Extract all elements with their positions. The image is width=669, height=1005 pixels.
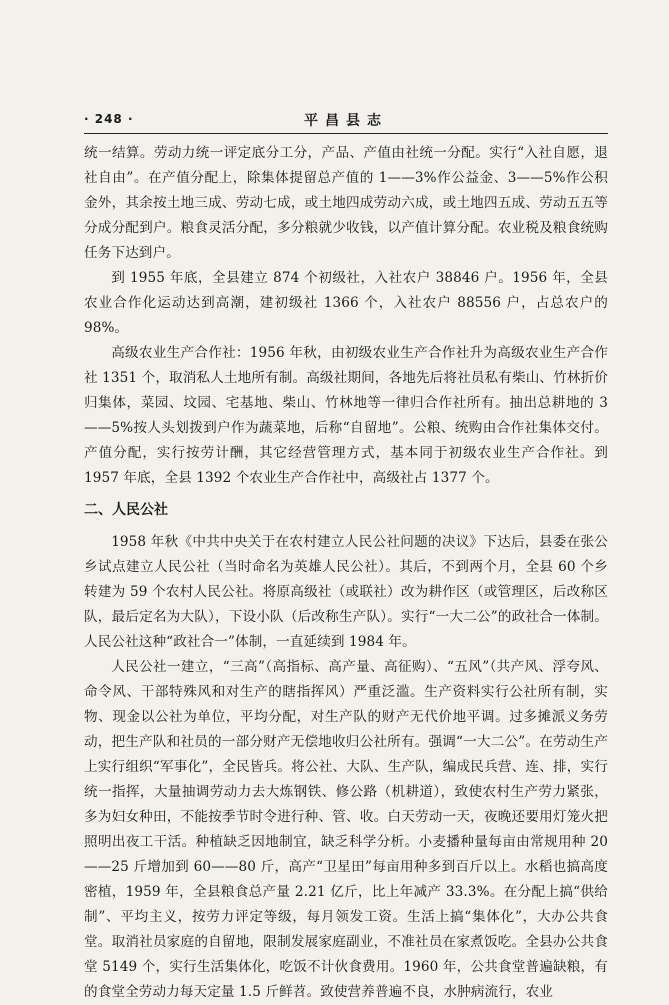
paragraph-settlement: 统一结算。劳动力统一评定底分工分，产品、产值由社统一分配。实行“入社自愿，退社自由”。在产值分配上，除集体提留总产值的 1——3%作公益金、3——5%作公积金外，其余按土地三成、劳动七成，或土地四成劳动六成，或土地四五成、劳动五五等分成分配到户。粮食灵活分配，多分粮就少收钱，以产值计算分配。农业税及粮食统购任务下达到户。 <box>84 145 608 261</box>
page-number: · 248 · <box>84 112 134 126</box>
book-title: 平昌县志 <box>304 113 388 129</box>
header-divider <box>84 133 608 134</box>
section-gap <box>84 491 608 498</box>
page-body <box>84 141 608 1005</box>
page-header <box>84 108 608 130</box>
section-heading-peoples-commune: 二、人民公社 <box>84 502 168 518</box>
section-gap <box>84 523 608 530</box>
paragraph-1955-stats: 到 1955 年底，全县建立 874 个初级社，入社农户 38846 户。1956 年，全县农业合作化运动达到高潮，建初级社 1366 个，入社农户 88556 户，占总农户的 98%。 <box>84 270 608 336</box>
paragraph-commune-founding: 1958 年秋《中共中央关于在农村建立人民公社问题的决议》下达后，县委在张公乡试点建立人民公社（当时命名为英雄人民公社）。其后，不到两个月，全县 60 个乡转建为 59 个农村人民公社。将原高级社（或联社）改为耕作区（或管理区，后改称区队，最后定名为大队），下设小队（后改称生产队）。实行“一大二公”的政社合一体制。人民公社这种“政社合一”体制，一直延续到 1984 年。 <box>84 534 608 650</box>
paragraph-advanced-cooperatives: 高级农业生产合作社：1956 年秋，由初级农业生产合作社升为高级农业生产合作社 1351 个，取消私人土地所有制。高级社期间，各地先后将社员私有柴山、竹林折价归集体，菜园、坟园、宅基地、柴山、竹林地等一律归合作社所有。抽出总耕地的 3——5%按人头划拨到户作为蔬菜地，后称“自留地”。公粮、统购由合作社集体交付。产值分配，实行按劳计酬，其它经营管理方式，基本同于初级农业生产合作社。到 1957 年底，全县 1392 个农业生产合作社中，高级社占 1377 个。 <box>84 345 608 486</box>
paragraph-commune-problems: 人民公社一建立，“三高”（高指标、高产量、高征购）、“五风”（共产风、浮夸风、命令风、干部特殊风和对生产的瞎指挥风）严重泛滥。生产资料实行公社所有制，实物、现金以公社为单位，平均分配，对生产队的财产无代价地平调。过多摊派义务劳动，把生产队和社员的一部分财产无偿地收归公社所有。强调“一大二公”。在劳动生产上实行组织“军事化”，全民皆兵。将公社、大队、生产队，编成民兵营、连、排，实行统一指挥，大量抽调劳动力去大炼钢铁、修公路（机耕道），致使农村生产劳力紧张，多为妇女种田，不能按季节时令进行种、管、收。白天劳动一天，夜晚还要用灯笼火把照明出夜工干活。种植缺乏因地制宜，缺乏科学分析。小麦播种量每亩由常规用种 20——25 斤增加到 60——80 斤，高产“卫星田”每亩用种多到百斤以上。水稻也搞高度密植，1959 年，全县粮食总产量 2.21 亿斤，比上年减产 33.3%。在分配上搞“供给制”、平均主义，按劳力评定等级，每月领发工资。生活上搞“集体化”，大办公共食堂。取消社员家庭的自留地，限制发展家庭副业，不准社员在家煮饭吃。全县办公共食堂 5149 个，实行生活集体化，吃饭不计伙食费用。1960 年，公共食堂普遍缺粮，有的食堂全劳动力每天定量 1.5 斤鲜苕。致使营养普遍不良，水肿病流行，农业 <box>84 659 608 1000</box>
